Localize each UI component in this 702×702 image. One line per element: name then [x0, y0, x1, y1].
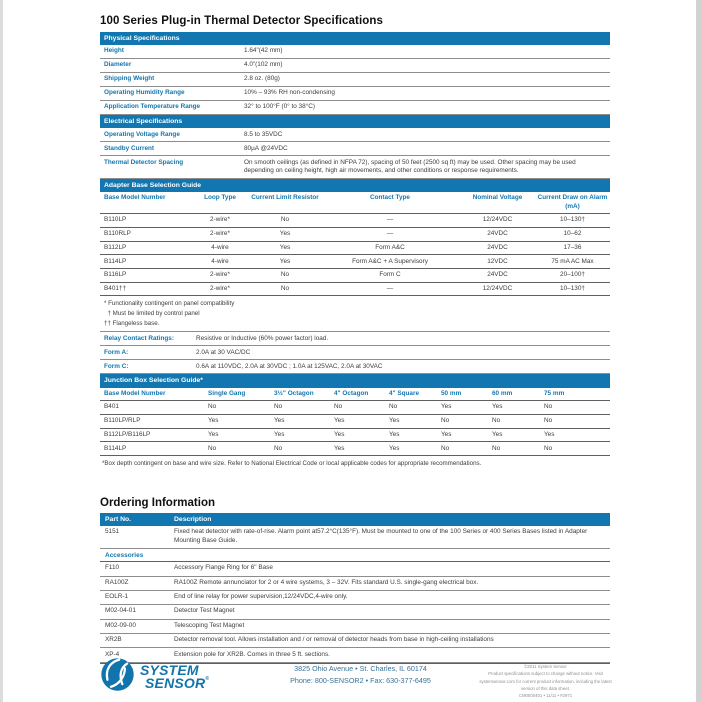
spec-label: Form C:: [104, 362, 129, 370]
page-footer: [100, 657, 612, 699]
footer-legal: [473, 663, 612, 699]
table-cell: Yes: [441, 403, 452, 411]
table-cell: Yes: [274, 417, 285, 425]
table-row: [100, 269, 610, 283]
table-cell: Yes: [389, 430, 400, 438]
table-cell: No: [280, 216, 290, 224]
table-row: [100, 442, 610, 456]
table-cell: B401††: [104, 284, 127, 292]
address-line2: Phone: 800-SENSOR2 • Fax: 630-377-6495: [290, 676, 431, 686]
table-cell: 24VDC: [487, 230, 508, 238]
spec-value: 1.64"(42 mm): [244, 47, 283, 55]
order-row: [100, 634, 610, 648]
spec-value: 2.0A at 30 VAC/DC: [196, 348, 251, 356]
table-cell: No: [492, 444, 501, 452]
electrical-specs-table: [100, 128, 610, 179]
spec-value: 4.0"(102 mm): [244, 61, 283, 69]
legal-copyright: ©2011 System Sensor: [524, 664, 567, 669]
column-header: Loop Type: [204, 194, 236, 202]
registered-mark: ®: [205, 676, 210, 682]
footnote: † Must be limited by control panel: [104, 310, 200, 318]
page-title: 100 Series Plug-in Thermal Detector Specifications: [100, 15, 384, 27]
table-cell: Yes: [279, 243, 291, 251]
part-number: EOLR-1: [105, 593, 129, 601]
table-cell: Yes: [208, 430, 219, 438]
spec-row: [100, 73, 610, 87]
column-header: 50 mm: [441, 389, 462, 397]
part-number: F110: [105, 564, 120, 572]
column-header: Contact Type: [369, 194, 410, 202]
column-header: Base Model Number: [104, 194, 166, 202]
logo-word-system: SYSTEM: [140, 661, 199, 678]
table-cell: 2-wire*: [210, 216, 230, 224]
table-cell: 2-wire*: [210, 284, 230, 292]
table-cell: 2-wire*: [210, 271, 230, 279]
spec-value: 0.6A at 110VDC, 2.0A at 30VDC ; 1.0A at 125VAC, 2.0A at 30VAC: [196, 362, 383, 370]
adapter-base-table: [100, 192, 610, 296]
table-cell: Yes: [334, 417, 345, 425]
table-cell: No: [389, 403, 398, 411]
table-cell: 24VDC: [487, 243, 508, 251]
relay-ratings-table: [100, 331, 610, 374]
table-cell: No: [280, 284, 290, 292]
spec-section: [100, 15, 610, 470]
table-row: [100, 242, 610, 256]
table-row: [100, 214, 610, 228]
part-description: Detector removal tool. Allows installation and / or removal of detector heads from base in high-ceiling installations: [174, 636, 494, 644]
part-description: Accessory Flange Ring for 6" Base: [174, 564, 273, 572]
table-cell: B110RLP: [104, 230, 131, 238]
order-row: [100, 591, 610, 605]
table-cell: 10–130†: [560, 284, 585, 292]
column-header: 60 mm: [492, 389, 513, 397]
spec-label: Diameter: [104, 61, 132, 69]
section-bar-electrical: Electrical Specifications: [100, 115, 610, 128]
column-header: Current Limit Resistor: [251, 194, 319, 202]
spec-row: [100, 346, 610, 360]
table-cell: 12VDC: [487, 257, 508, 265]
table-cell: Yes: [208, 417, 219, 425]
part-description: Fixed heat detector with rate-of-rise. Alarm point at57.2°C(135°F). Must be mounted to one of the 100 Series or 400 Series Bases listed in Adapter Mounting Base Guide.: [174, 528, 588, 545]
legal-notice: Product specifications subject to change without notice. Visit systemsensor.com for current product information, including the latest version of this data sheet.: [479, 671, 612, 691]
table-row: [100, 255, 610, 269]
system-sensor-logo: [100, 657, 248, 697]
column-header-part: Part No.: [105, 515, 132, 523]
table-cell: Form C: [379, 271, 401, 279]
spec-label: Form A:: [104, 348, 129, 356]
footnote: †† Flangeless base.: [104, 319, 160, 327]
footnote: * Functionality contingent on panel compatibility: [104, 300, 235, 308]
part-description: Detector Test Magnet: [174, 607, 235, 615]
part-number: M02-09-00: [105, 621, 136, 629]
spec-label: Application Temperature Range: [104, 103, 201, 111]
table-cell: No: [544, 417, 553, 425]
column-header: 3½" Octagon: [274, 389, 314, 397]
table-cell: —: [386, 216, 394, 224]
spec-row: [100, 128, 610, 142]
table-header-row: [100, 192, 610, 214]
table-cell: —: [386, 230, 394, 238]
table-cell: No: [334, 403, 343, 411]
part-number: M02-04-01: [105, 607, 136, 615]
spec-value: 80µA @24VDC: [244, 144, 288, 152]
table-cell: 24VDC: [487, 271, 508, 279]
table-cell: Yes: [389, 417, 400, 425]
order-row: [100, 577, 610, 591]
table-cell: 10–62: [563, 230, 582, 238]
table-cell: 17–36: [563, 243, 582, 251]
table-cell: No: [274, 403, 283, 411]
spec-row: [100, 87, 610, 101]
table-cell: Yes: [389, 444, 400, 452]
table-cell: No: [544, 444, 553, 452]
spec-value: On smooth ceilings (as defined in NFPA 72), spacing of 50 feet (2500 sq ft) may be used. Other spacing may be used depending on ceiling height, high air movements, and other conditions or response requirements.: [244, 158, 576, 175]
table-cell: B116LP: [104, 271, 127, 279]
part-description: End of line relay for power supervision,12/24VDC,4-wire only.: [174, 593, 348, 601]
order-row: [100, 605, 610, 619]
table-cell: Yes: [492, 430, 503, 438]
spec-label: Relay Contact Ratings:: [104, 334, 174, 342]
spec-value: 32° to 100°F (0° to 38°C): [244, 103, 315, 111]
table-cell: No: [492, 417, 501, 425]
part-number: XP-4: [105, 650, 120, 658]
spec-value: 10% – 93% RH non-condensing: [244, 89, 335, 97]
table-row: [100, 228, 610, 242]
table-cell: 20–100†: [560, 271, 585, 279]
section-bar-adapter: Adapter Base Selection Guide: [100, 179, 610, 192]
table-cell: —: [386, 284, 394, 292]
table-cell: 4-wire: [211, 243, 229, 251]
table-cell: No: [441, 417, 450, 425]
table-cell: B401: [104, 403, 119, 411]
table-cell: Yes: [441, 430, 452, 438]
table-cell: No: [274, 444, 283, 452]
column-header: Current Draw on Alarm (mA): [537, 194, 608, 210]
accessories-subheader: Accessories: [100, 549, 610, 562]
table-cell: 12/24VDC: [482, 284, 513, 292]
table-cell: No: [280, 271, 290, 279]
spec-row: [100, 101, 610, 115]
table-cell: 10–130†: [560, 216, 585, 224]
table-cell: No: [208, 403, 217, 411]
legal-doc-code: CM0500401 • 11/11 • #2971: [518, 693, 573, 699]
table-cell: 75 mA AC Max: [551, 257, 594, 265]
junction-footnote: *Box depth contingent on base and wire size. Refer to National Electrical Code or local applicable codes for appropriate recommendations.: [102, 460, 482, 468]
table-header-row: [100, 388, 610, 402]
spec-row: [100, 45, 610, 59]
spec-row: [100, 332, 610, 346]
ordering-title: Ordering Information: [100, 497, 215, 509]
logo-wordmark: [140, 661, 210, 691]
table-row: [100, 401, 610, 415]
table-cell: Yes: [279, 230, 291, 238]
table-row: [100, 415, 610, 429]
spec-label: Shipping Weight: [104, 75, 155, 83]
adapter-footnotes: [100, 296, 610, 331]
part-number: 5151: [105, 528, 120, 536]
table-cell: B110LP/RLP: [104, 417, 141, 425]
spec-value: Resistive or Inductive (60% power factor) load.: [196, 334, 329, 342]
page-edge-left: [0, 0, 3, 702]
part-description: Telescoping Test Magnet: [174, 621, 245, 629]
table-cell: No: [208, 444, 217, 452]
spec-row: [100, 156, 610, 179]
spec-label: Operating Voltage Range: [104, 130, 180, 138]
column-header: Single Gang: [208, 389, 246, 397]
column-header: 4" Square: [389, 389, 420, 397]
spec-label: Standby Current: [104, 144, 155, 152]
system-sensor-logo-icon: [100, 657, 135, 697]
table-cell: 4-wire: [211, 257, 229, 265]
address-line1: 3825 Ohio Avenue • St. Charles, IL 60174: [294, 664, 427, 673]
page-edge-right: [696, 0, 702, 702]
order-row: [100, 562, 610, 576]
table-cell: Yes: [279, 257, 291, 265]
table-cell: Yes: [492, 403, 503, 411]
footer-address: [248, 663, 473, 687]
spec-label: Height: [104, 47, 124, 55]
spec-row: [100, 360, 610, 374]
spec-value: 8.5 to 35VDC: [244, 130, 283, 138]
part-description: RA100Z Remote annunciator for 2 or 4 wire systems, 3 – 32V. Fits standard U.S. single-gang electrical box.: [174, 578, 479, 586]
junction-box-table: [100, 388, 610, 457]
section-bar-physical: Physical Specifications: [100, 32, 610, 45]
spec-row: [100, 59, 610, 73]
table-cell: B110LP: [104, 216, 127, 224]
table-row: [100, 429, 610, 443]
column-header: 75 mm: [544, 389, 565, 397]
spec-label: Thermal Detector Spacing: [104, 158, 184, 166]
spec-label: Operating Humidity Range: [104, 89, 185, 97]
order-row: [100, 526, 610, 549]
table-cell: No: [441, 444, 450, 452]
order-row: [100, 620, 610, 634]
logo-word-sensor: SENSOR®: [145, 675, 210, 691]
table-cell: B112LP: [104, 243, 127, 251]
table-cell: 12/24VDC: [482, 216, 513, 224]
table-cell: No: [544, 403, 553, 411]
table-cell: Yes: [334, 444, 345, 452]
ordering-header-row: [100, 513, 610, 526]
ordering-table: [100, 513, 610, 664]
table-cell: Form A&C: [375, 243, 405, 251]
table-cell: Yes: [334, 430, 345, 438]
table-cell: Form A&C + A Supervisory: [352, 257, 428, 265]
part-number: XR2B: [105, 636, 122, 644]
column-header-description: Description: [174, 515, 212, 523]
spec-value: 2.8 oz. (80g): [244, 75, 280, 83]
table-cell: Yes: [274, 430, 285, 438]
table-cell: B114LP: [104, 257, 127, 265]
spec-row: [100, 142, 610, 156]
ordering-rows: [100, 526, 610, 663]
table-cell: B112LP/B116LP: [104, 430, 151, 438]
ordering-section: [100, 497, 610, 664]
table-row: [100, 283, 610, 297]
section-bar-junction: Junction Box Selection Guide*: [100, 374, 610, 387]
column-header: Base Model Number: [104, 389, 166, 397]
table-cell: Yes: [544, 430, 555, 438]
table-cell: 2-wire*: [210, 230, 230, 238]
part-description: Extension pole for XR2B. Comes in three 5 ft. sections.: [174, 650, 330, 658]
table-cell: B114LP: [104, 444, 127, 452]
part-number: RA100Z: [105, 578, 129, 586]
column-header: Nominal Voltage: [472, 194, 523, 202]
physical-specs-table: [100, 45, 610, 115]
column-header: 4" Octagon: [334, 389, 369, 397]
